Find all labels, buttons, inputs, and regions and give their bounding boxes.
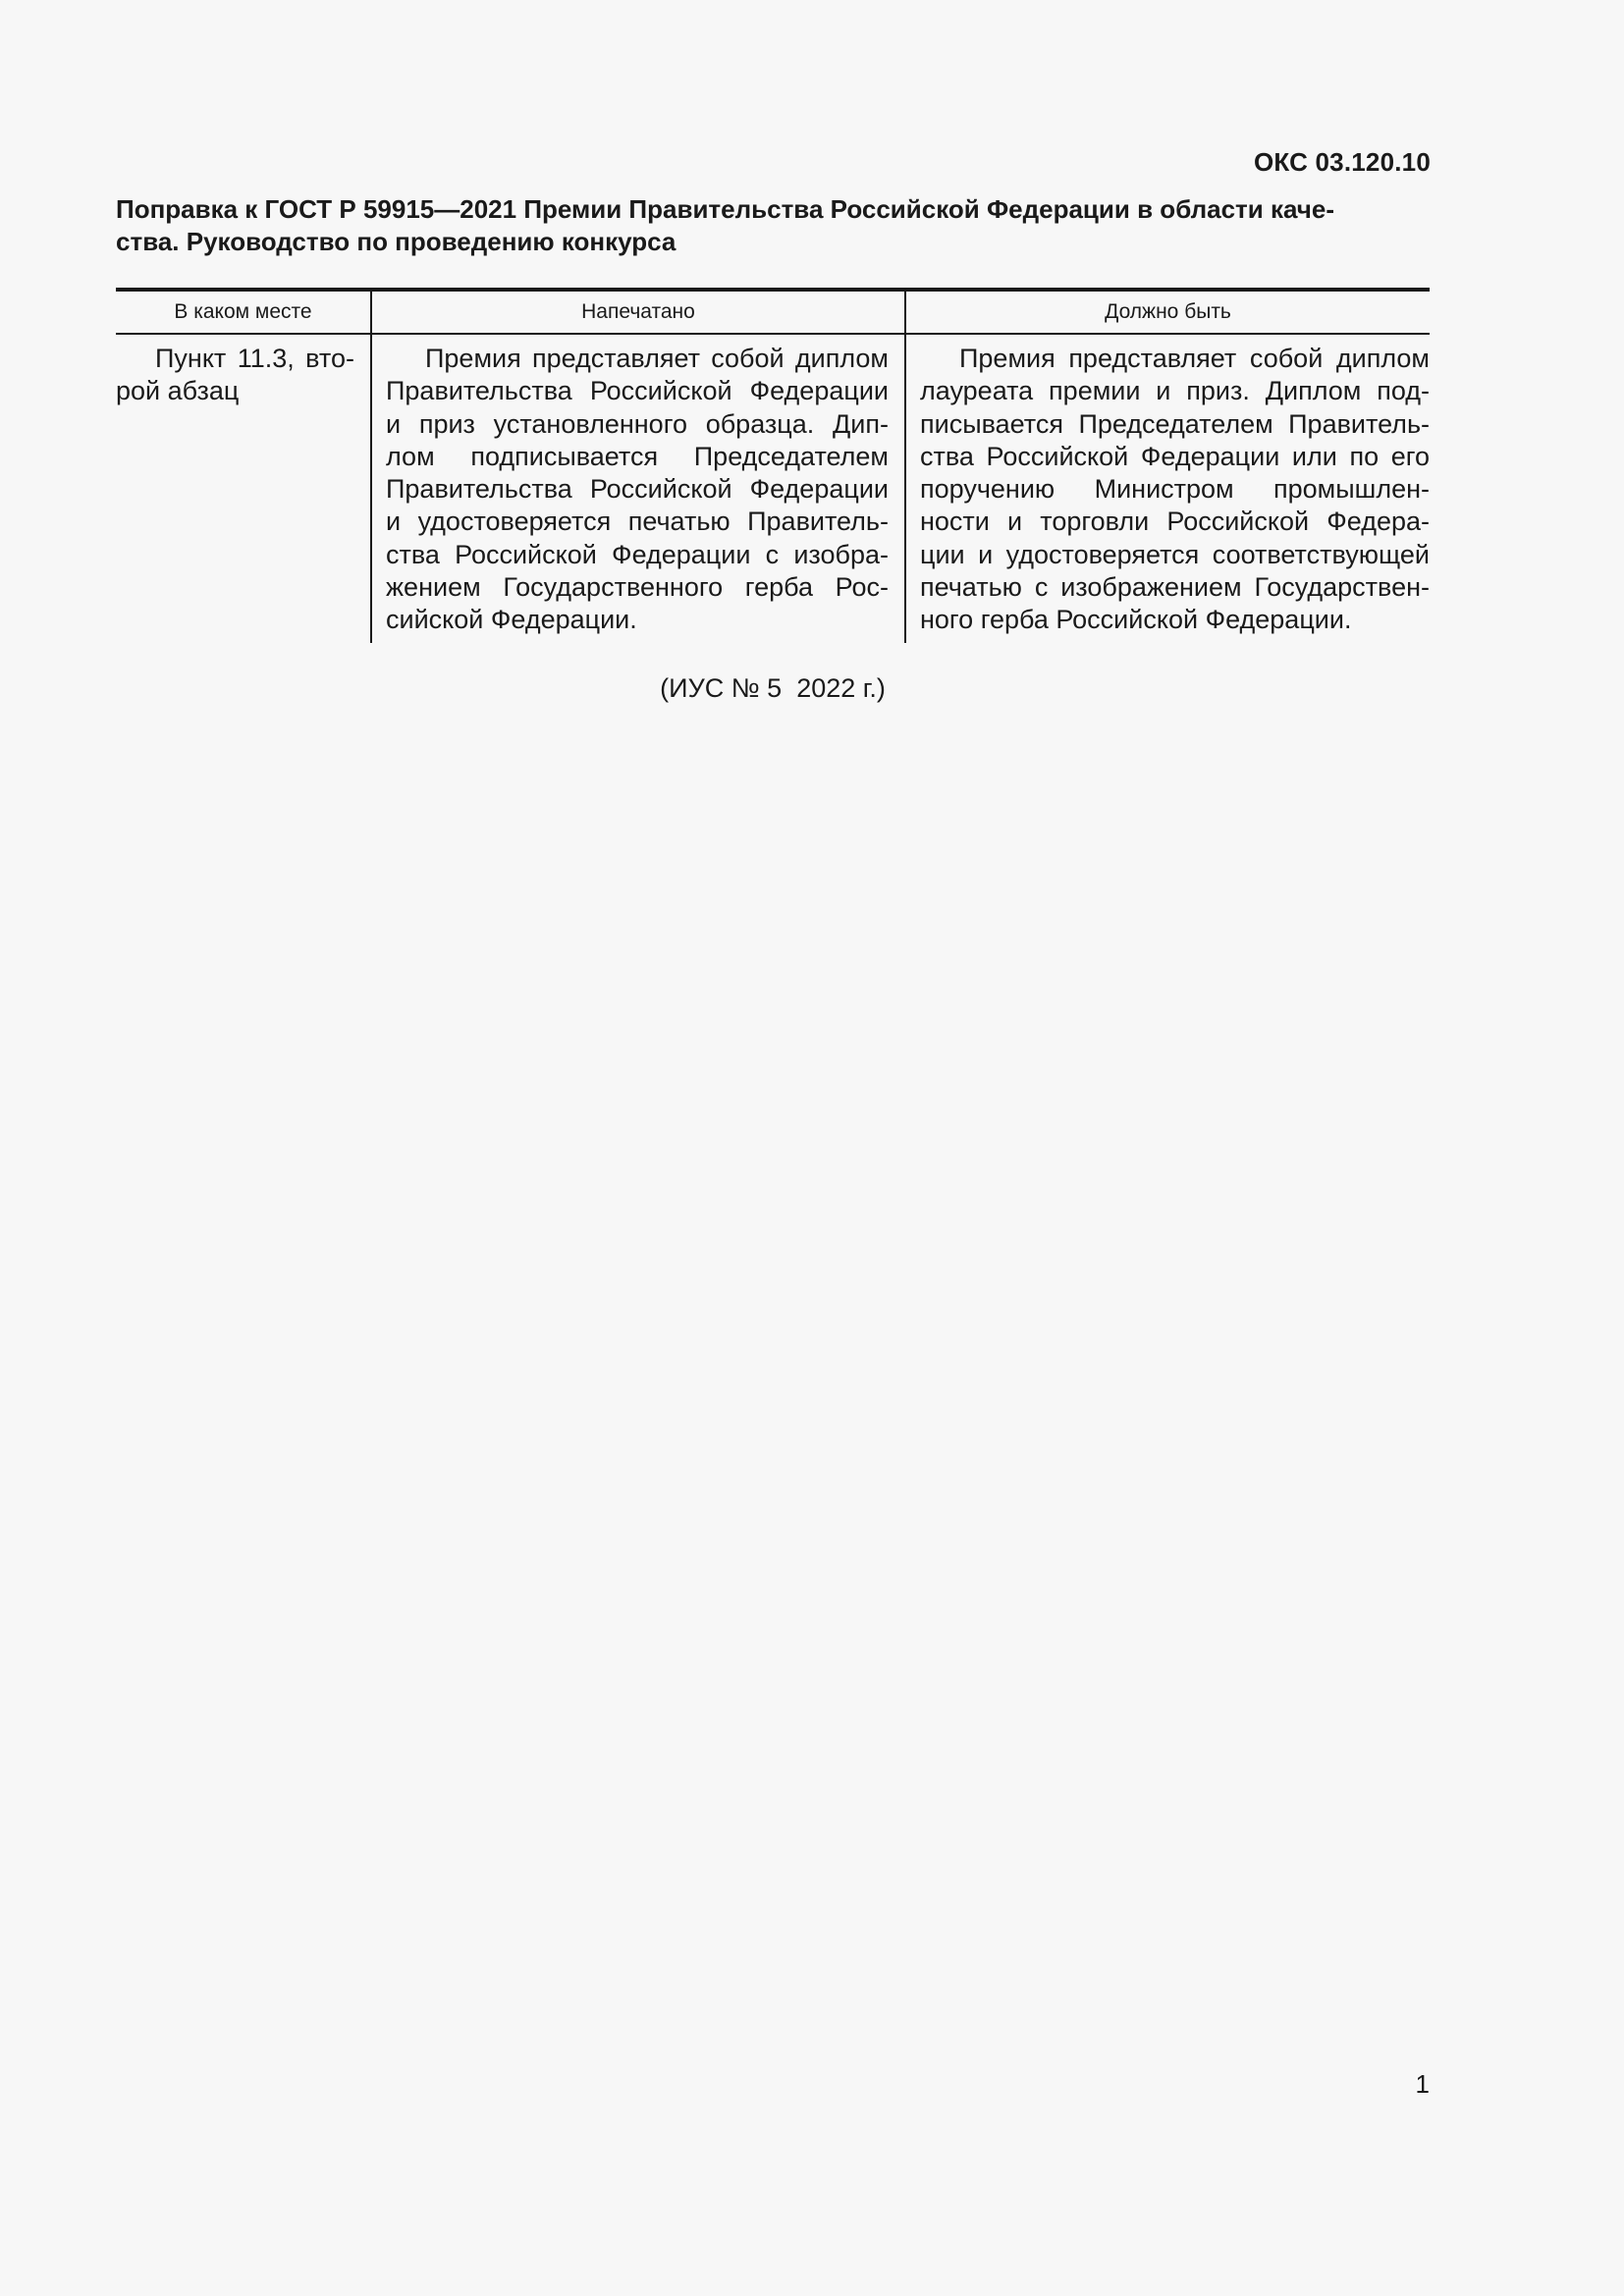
source-reference: (ИУС № 5 2022 г.) bbox=[660, 673, 886, 703]
amendment-table bbox=[116, 288, 1430, 643]
location-text: Пункт 11.3, вто-рой абзац bbox=[116, 344, 354, 406]
cell-location bbox=[116, 334, 371, 643]
printed-text: Премия представляет собой диплом Правительства Российской Федерации и приз установленного образца. Дип-лом подписывается Председателем Правительства Российской Федерации и удостоверяется печатью Правитель-ства Российской Федерации с изобра-жением Государственного герба Рос-сийской Федерации. bbox=[386, 344, 889, 635]
column-header-location: В каком месте bbox=[174, 300, 312, 323]
should-be-text: Премия представляет собой диплом лауреата премии и приз. Диплом под-писывается Председателем Правитель-ства Российской Федерации или по его поручению Министром промышлен-ности и торговли Российской Федера-ции и удостоверяется соответствующей печатью с изображением Государствен-ного герба Российской Федерации. bbox=[920, 344, 1430, 635]
page-number: 1 bbox=[1415, 2069, 1430, 2099]
column-header-printed: Напечатано bbox=[371, 290, 905, 334]
table-row bbox=[116, 334, 1430, 643]
title-line-1: Поправка к ГОСТ Р 59915—2021 Премии Правительства Российской Федерации в области каче- bbox=[116, 194, 1335, 224]
column-header-should-be: Должно быть bbox=[905, 290, 1430, 334]
classification-code: ОКС 03.120.10 bbox=[1253, 147, 1431, 177]
table-header-row bbox=[116, 290, 1430, 334]
title-line-2: ства. Руководство по проведению конкурса bbox=[116, 227, 677, 256]
document-title bbox=[116, 193, 1430, 258]
cell-should-be bbox=[905, 334, 1430, 643]
cell-printed bbox=[371, 334, 905, 643]
